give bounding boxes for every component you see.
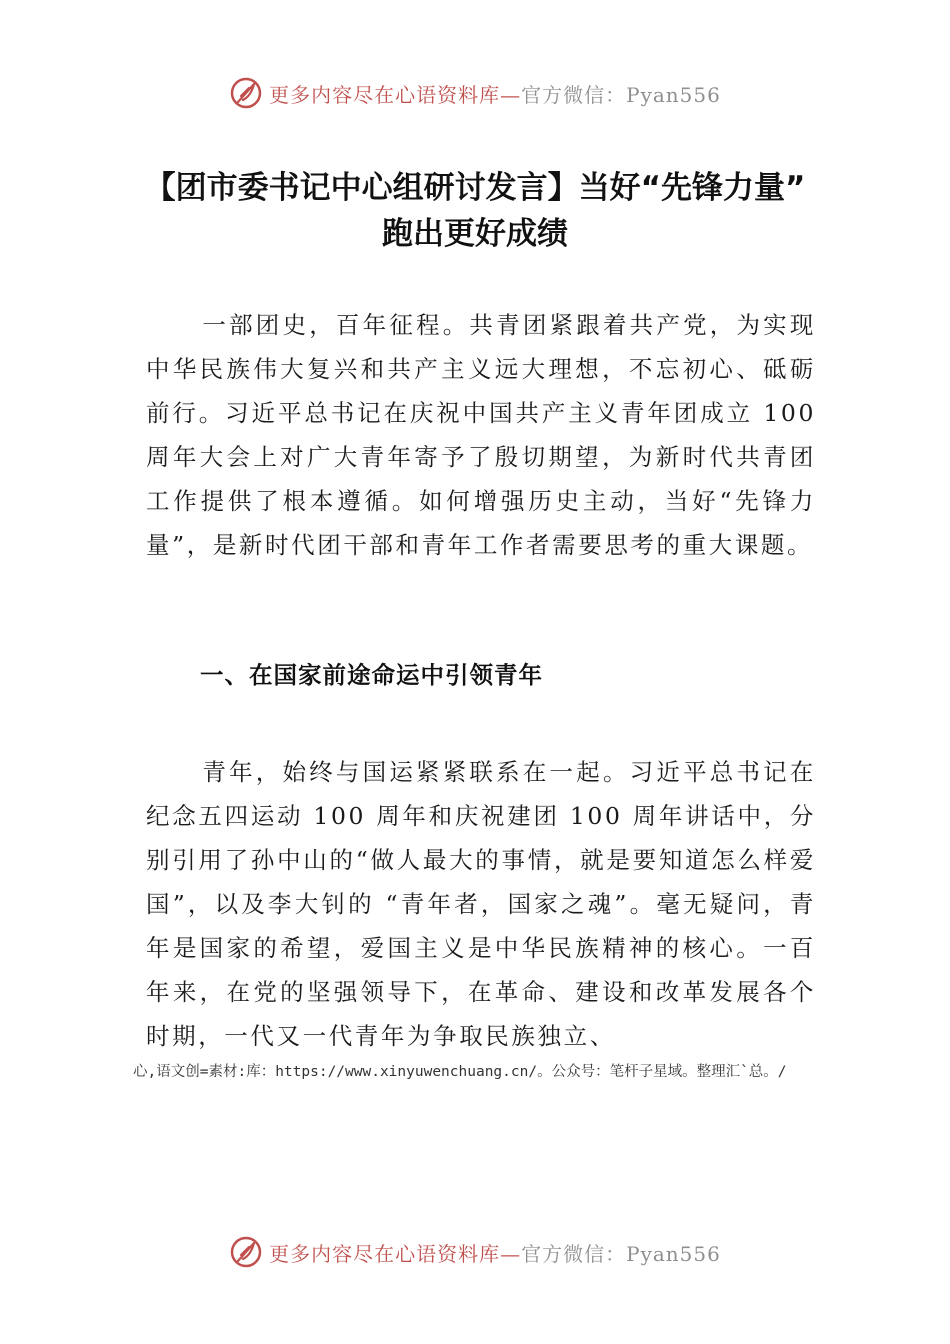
header-banner [0, 73, 950, 113]
feather-seal-icon [229, 1235, 263, 1269]
section-heading: 一、在国家前途命运中引领青年 [200, 661, 543, 689]
watermark-text: 心,语文创=素材:库：https://www.xinyuwenchuang.cn/。公众号：笔杆子星域。整理汇`总。/ [133, 1064, 787, 1080]
section-body-paragraph: 青年，始终与国运紧紧联系在一起。习近平总书记在纪念五四运动 100 周年和庆祝建团 100 周年讲话中，分别引用了孙中山的“做人最大的事情，就是要知道怎么样爱国”，以及李大钊的 “青年者，国家之魂”。毫无疑问，青年是国家的希望，爱国主义是中华民族精神的核心。一百年来，在党的坚强领导下，在革命、建设和改革发展各个时期，一代又一代青年为争取民族独立、 [146, 758, 816, 1050]
banner-label: 更多内容尽在心语资料库—官方微信：Pyan556 [269, 1241, 721, 1266]
banner-label: 更多内容尽在心语资料库—官方微信：Pyan556 [269, 82, 721, 107]
feather-seal-icon [229, 76, 263, 110]
intro-paragraph: 一部团史，百年征程。共青团紧跟着共产党，为实现中华民族伟大复兴和共产主义远大理想，不忘初心、砥砺前行。习近平总书记在庆祝中国共产主义青年团成立 100 周年大会上对广大青年寄予了殷切期望，为新时代共青团工作提供了根本遵循。如何增强历史主动，当好“先锋力量”，是新时代团干部和青年工作者需要思考的重大课题。 [146, 311, 816, 559]
footer-banner [0, 1232, 950, 1272]
document-title: 【团市委书记中心组研讨发言】当好“先锋力量” 跑出更好成绩 [144, 170, 806, 252]
